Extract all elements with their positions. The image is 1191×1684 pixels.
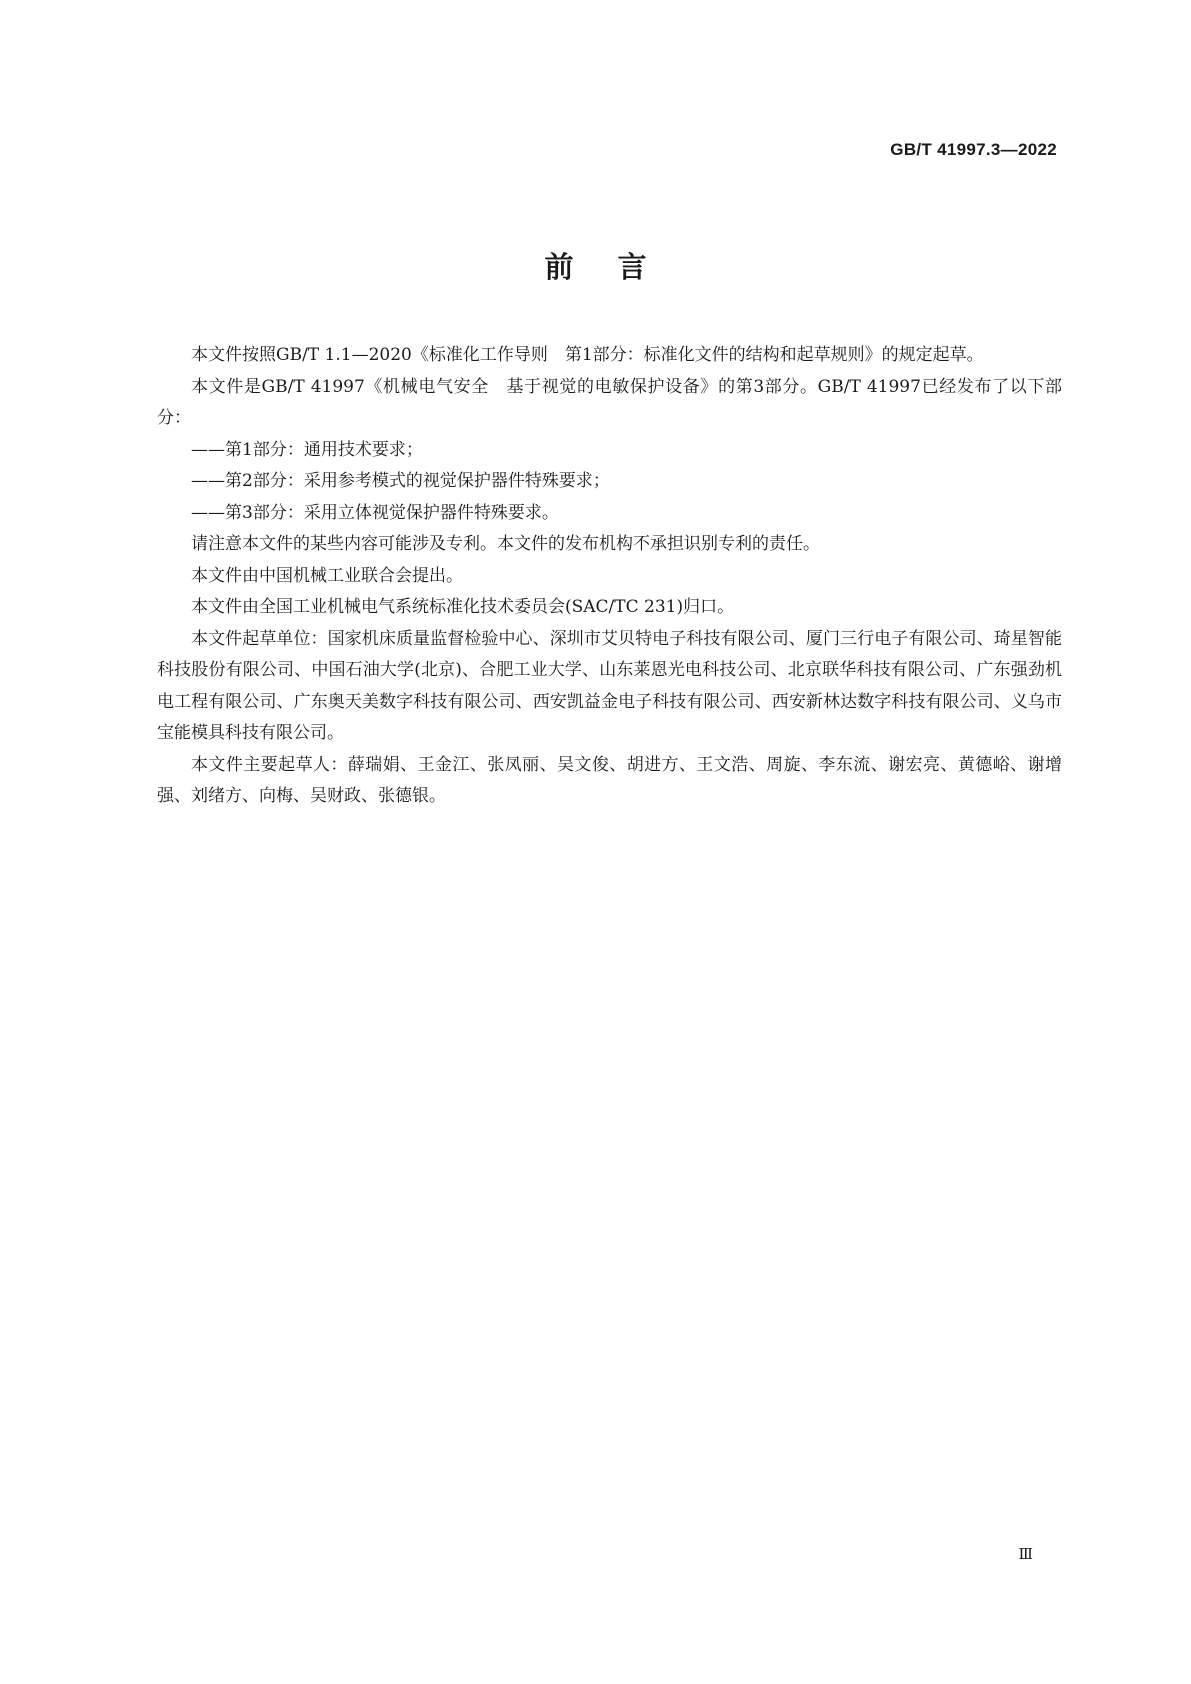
list-item-part-3: ——第3部分：采用立体视觉保护器件特殊要求。: [191, 502, 559, 523]
paragraph-series-intro: 本文件是GB/T 41997《机械电气安全 基于视觉的电敏保护设备》的第3部分。GB/T 41997已经发布了以下部分：: [157, 376, 1062, 428]
paragraph-proposer: 本文件由中国机械工业联合会提出。: [191, 565, 463, 586]
list-item-part-2: ——第2部分：采用参考模式的视觉保护器件特殊要求；: [191, 471, 610, 491]
page-title: 前言: [544, 250, 691, 284]
paragraph-drafting-rules: 本文件按照GB/T 1.1—2020《标准化工作导则 第1部分：标准化文件的结构和起草规则》的规定起草。: [191, 345, 984, 365]
paragraph-drafters: 本文件主要起草人：薛瑞娟、王金江、张凤丽、吴文俊、胡进方、王文浩、周旋、李东流、谢宏亮、黄德峪、谢增强、刘绪方、向梅、吴财政、张德银。: [157, 754, 1062, 806]
paragraph-committee: 本文件由全国工业机械电气系统标准化技术委员会(SAC/TC 231)归口。: [191, 597, 735, 617]
paragraph-patent-notice: 请注意本文件的某些内容可能涉及专利。本文件的发布机构不承担识别专利的责任。: [191, 534, 820, 554]
paragraph-drafting-units: 本文件起草单位：国家机床质量监督检验中心、深圳市艾贝特电子科技有限公司、厦门三行电子有限公司、琦星智能科技股份有限公司、中国石油大学(北京)、合肥工业大学、山东莱恩光电科技公司、北京联华科技有限公司、广东强劲机电工程有限公司、广东奥天美数字科技有限公司、西安凯益金电子科技有限公司、西安新林达数字科技有限公司、义乌市宝能模具科技有限公司。: [157, 628, 1062, 743]
foreword-body: [157, 340, 1062, 813]
standard-code: GB/T 41997.3—2022: [890, 140, 1057, 159]
page-number: Ⅲ: [1018, 1545, 1033, 1563]
list-item-part-1: ——第1部分：通用技术要求；: [191, 439, 423, 460]
